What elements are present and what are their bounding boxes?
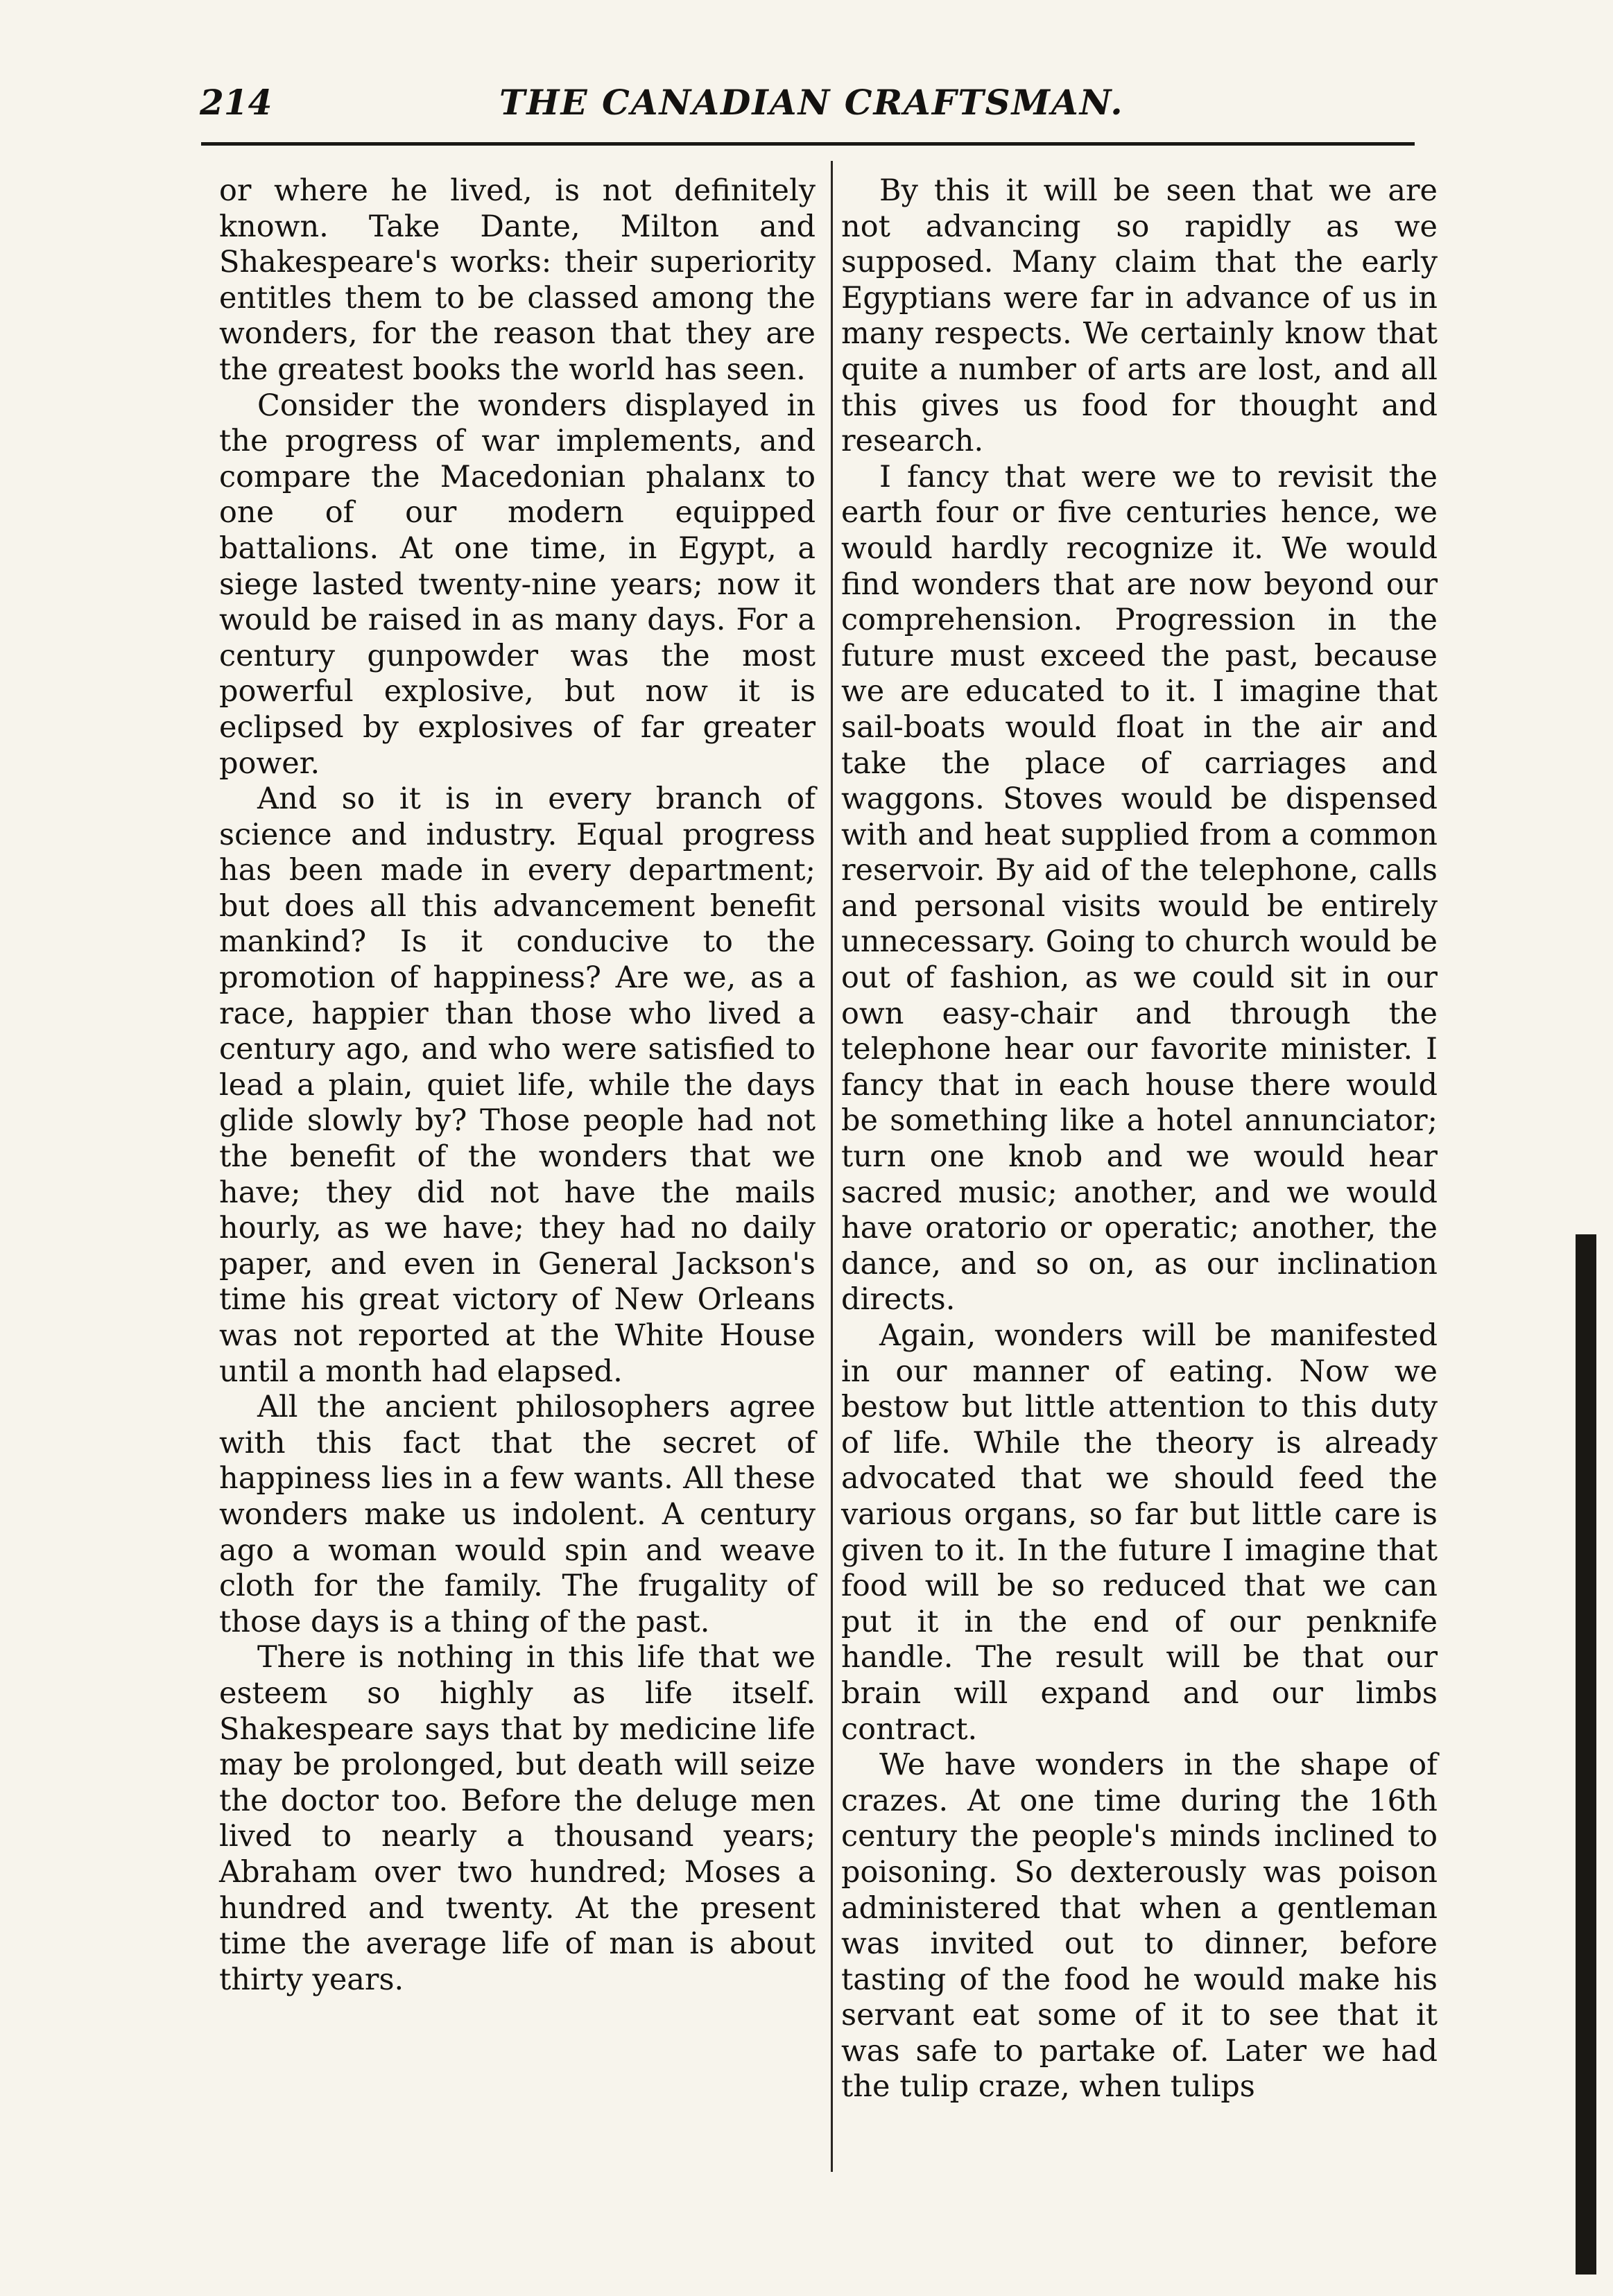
column-divider <box>831 161 833 2172</box>
header-rule <box>201 142 1415 146</box>
paragraph: All the ancient philosophers agree with this fact that the secret of happiness lies in a few wants. All these wonders make us indolent. A century ago a woman would spin and weave cloth for the family. The frugality of those days is a thing of the past. <box>219 1390 816 1639</box>
paragraph: Again, wonders will be manifested in our manner of eating. Now we bestow but little attention to this duty of life. While the theory is already advocated that we should feed the various organs, so far but little care is given to it. In the future I imagine that food will be so reduced that we can put it in the end of our penknife handle. The result will be that our brain will expand and our limbs contract. <box>841 1318 1438 1747</box>
paragraph: And so it is in every branch of science and industry. Equal progress has been made in every department; but does all this advancement benefit mankind? Is it conducive to the promotion of happiness? Are we, as a race, happier than those who lived a century ago, and who were satisfied to lead a plain, quiet life, while the days glide slowly by? Those people had not the benefit of the wonders that we have; they did not have the mails hourly, as we have; they had no daily paper, and even in General Jackson's time his great victory of New Orleans was not reported at the White House until a month had elapsed. <box>219 782 816 1389</box>
paragraph: We have wonders in the shape of crazes. At one time during the 16th century the people's minds inclined to poisoning. So dexterously was poison administered that when a gentleman was invited out to dinner, before tasting of the food he would make his servant eat some of it to see that it was safe to partake of. Later we had the tulip craze, when tulips <box>841 1747 1438 2105</box>
left-column <box>219 173 816 1998</box>
page-number: 214 <box>200 82 273 123</box>
running-title: THE CANADIAN CRAFTSMAN. <box>499 82 1124 123</box>
right-column <box>841 173 1438 2105</box>
scan-edge-shadow <box>1576 1234 1596 2275</box>
paragraph: or where he lived, is not definitely known. Take Dante, Milton and Shakespeare's works: their superiority entitles them to be classed among the wonders, for the reason that they are the greatest books the world has seen. <box>219 173 816 387</box>
paragraph: I fancy that were we to revisit the earth four or five centuries hence, we would hardly recognize it. We would find wonders that are now beyond our comprehension. Progression in the future must exceed the past, because we are educated to it. I imagine that sail-boats would float in the air and take the place of carriages and waggons. Stoves would be dispensed with and heat supplied from a common reservoir. By aid of the telephone, calls and personal visits would be entirely unnecessary. Going to church would be out of fashion, as we could sit in our own easy-chair and through the telephone hear our favorite minister. I fancy that in each house there would be something like a hotel annunciator; turn one knob and we would hear sacred music; another, and we would have oratorio or operatic; another, the dance, and so on, as our inclination directs. <box>841 459 1438 1318</box>
paragraph: There is nothing in this life that we esteem so highly as life itself. Shakespeare says that by medicine life may be prolonged, but death will seize the doctor too. Before the deluge men lived to nearly a thousand years; Abraham over two hundred; Moses a hundred and twenty. At the present time the average life of man is about thirty years. <box>219 1640 816 1997</box>
paragraph: By this it will be seen that we are not advancing so rapidly as we supposed. Many claim that the early Egyptians were far in advance of us in many respects. We certainly know that quite a number of arts are lost, and all this gives us food for thought and research. <box>841 173 1438 459</box>
paragraph: Consider the wonders displayed in the progress of war implements, and compare the Macedonian phalanx to one of our modern equipped battalions. At one time, in Egypt, a siege lasted twenty-nine years; now it would be raised in as many days. For a century gunpowder was the most powerful explosive, but now it is eclipsed by explosives of far greater power. <box>219 388 816 781</box>
